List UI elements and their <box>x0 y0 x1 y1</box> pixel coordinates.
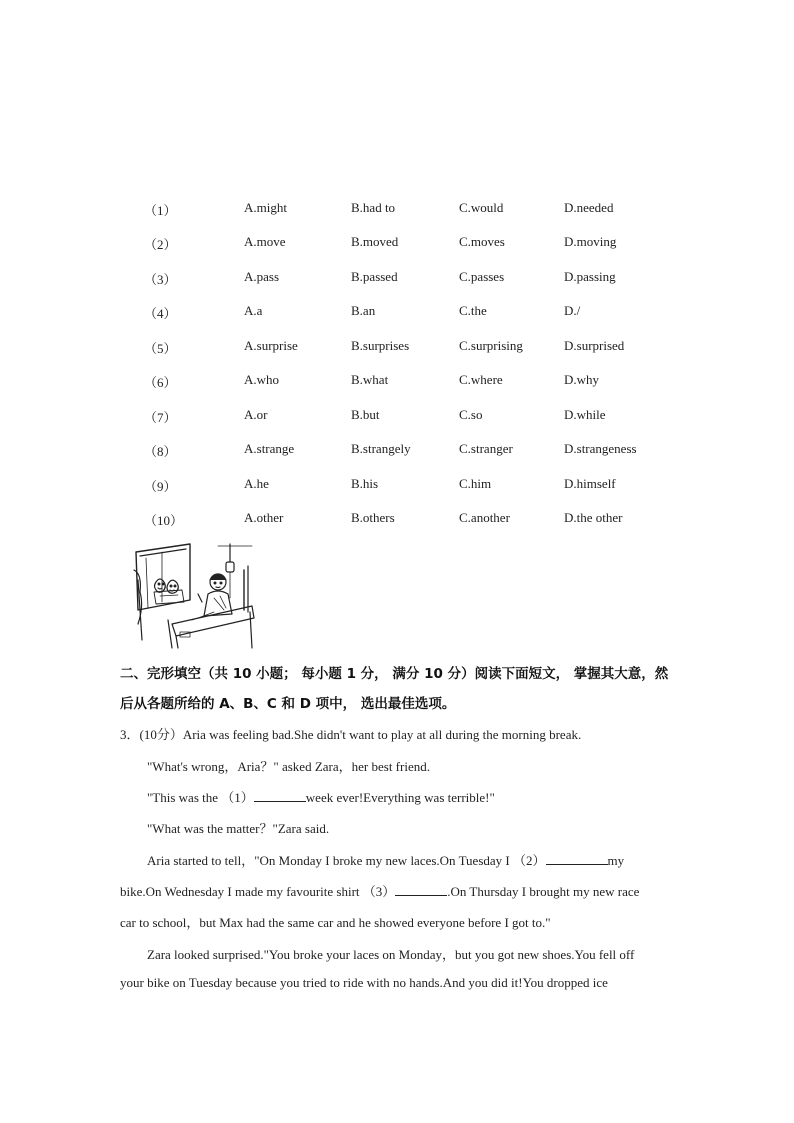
option-row <box>0 407 794 427</box>
question-number: （5） <box>144 341 177 356</box>
option-a: A.move <box>244 234 286 249</box>
question-number: （2） <box>144 237 177 252</box>
option-a: A.who <box>244 372 280 387</box>
option-row <box>0 510 794 530</box>
section-heading-continued: 后从各题所给的 A、B、C 和 D 项中， 选出最佳选项。 <box>120 696 456 712</box>
option-d: D.strangeness <box>564 441 637 456</box>
option-c: C.where <box>459 372 503 387</box>
option-c: C.surprising <box>459 338 523 353</box>
option-d: D.passing <box>564 269 616 284</box>
option-d: D.while <box>564 407 606 422</box>
passage-line: car to school，but Max had the same car and he showed everyone before I got to." <box>120 915 551 930</box>
option-d: D.himself <box>564 476 616 491</box>
option-a: A.he <box>244 476 269 491</box>
option-c: C.the <box>459 303 487 318</box>
option-b: B.strangely <box>351 441 411 456</box>
option-b: B.but <box>351 407 380 422</box>
option-row <box>0 269 794 289</box>
question-number: （4） <box>144 306 177 321</box>
option-c: C.another <box>459 510 510 525</box>
option-b: B.moved <box>351 234 399 249</box>
option-a: A.might <box>244 200 287 215</box>
option-b: B.an <box>351 303 376 318</box>
option-row <box>0 234 794 254</box>
question-number: （7） <box>144 410 177 425</box>
option-c: C.stranger <box>459 441 513 456</box>
passage-text: my <box>607 853 625 868</box>
option-d: D.the other <box>564 510 623 525</box>
passage-text: bike.On Wednesday I made my favourite shirt （3） <box>120 884 396 899</box>
option-a: A.a <box>244 303 263 318</box>
option-row <box>0 476 794 496</box>
option-d: D.surprised <box>564 338 625 353</box>
passage-text: .On Thursday I brought my new race <box>447 884 640 899</box>
option-b: B.surprises <box>351 338 410 353</box>
option-a: A.surprise <box>244 338 298 353</box>
option-d: D./ <box>564 303 581 318</box>
passage-line: your bike on Tuesday because you tried to ride with no hands.And you did it!You dropped ice <box>120 975 608 990</box>
option-row <box>0 338 794 358</box>
passage-line: "What was the matter？"Zara said. <box>147 821 330 836</box>
question-number: （8） <box>144 444 177 459</box>
passage-text: Aria started to tell，"On Monday I broke my new laces.On Tuesday I （2） <box>147 853 546 868</box>
option-a: A.or <box>244 407 268 422</box>
question-number: （6） <box>144 375 177 390</box>
section-heading: 二、完形填空（共 10 小题； 每小题 1 分， 满分 10 分）阅读下面短文， 掌握其大意，然 <box>120 666 669 682</box>
question-intro: 3．(10分）Aria was feeling bad.She didn't want to play at all during the morning break. <box>120 727 582 742</box>
option-c: C.him <box>459 476 492 491</box>
option-d: D.needed <box>564 200 614 215</box>
passage-line <box>120 881 639 900</box>
option-b: B.others <box>351 510 395 525</box>
option-c: C.moves <box>459 234 505 249</box>
answer-blank-3[interactable] <box>395 883 447 896</box>
question-number: （10） <box>144 513 184 528</box>
option-b: B.what <box>351 372 389 387</box>
option-a: A.pass <box>244 269 280 284</box>
passage-line <box>147 850 624 869</box>
option-row <box>0 200 794 220</box>
option-d: D.moving <box>564 234 617 249</box>
question-number: （3） <box>144 272 177 287</box>
passage-text: "This was the （1） <box>147 790 254 805</box>
option-b: B.had to <box>351 200 396 215</box>
passage-text: week ever!Everything was terrible!" <box>305 790 495 805</box>
option-d: D.why <box>564 372 600 387</box>
hospital-illustration <box>132 540 258 650</box>
option-b: B.his <box>351 476 379 491</box>
answer-blank-2[interactable] <box>546 852 608 865</box>
passage-line: "What's wrong，Aria？" asked Zara，her best friend. <box>147 759 430 774</box>
option-a: A.strange <box>244 441 295 456</box>
option-b: B.passed <box>351 269 398 284</box>
option-row <box>0 303 794 323</box>
option-c: C.so <box>459 407 483 422</box>
option-a: A.other <box>244 510 284 525</box>
question-number: （1） <box>144 203 177 218</box>
passage-line: Zara looked surprised."You broke your laces on Monday，but you got new shoes.You fell off <box>147 947 635 962</box>
option-c: C.passes <box>459 269 505 284</box>
question-number: （9） <box>144 479 177 494</box>
option-row <box>0 441 794 461</box>
answer-blank-1[interactable] <box>254 789 306 802</box>
option-c: C.would <box>459 200 504 215</box>
passage-line <box>147 787 495 806</box>
option-row <box>0 372 794 392</box>
